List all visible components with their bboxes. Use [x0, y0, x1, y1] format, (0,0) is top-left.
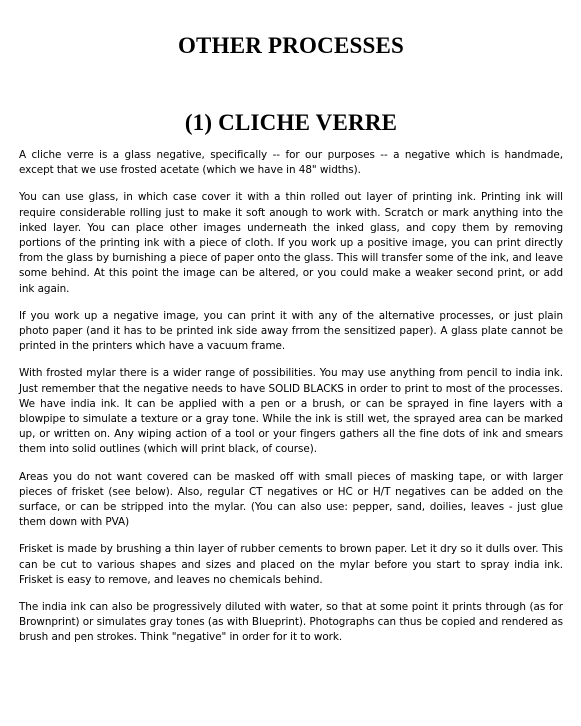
body-text [19, 148, 563, 646]
paragraph-masking: Areas you do not want covered can be masked off with small pieces of masking tape, or with larger pieces of frisket (see below). Also, regular CT negatives or HC or H/T negatives can be added on the surface, or can be stripped into the mylar. (You can also use: pepper, sand, doilies, leaves - just glue them down with PVA) [19, 470, 563, 529]
page-title: OTHER PROCESSES [177, 33, 405, 58]
paragraph-intro: A cliche verre is a glass negative, specifically -- for our purposes -- a negative which is handmade, except that we use frosted acetate (which we have in 48" widths). [19, 149, 563, 177]
paragraph-frisket: Frisket is made by brushing a thin layer of rubber cements to brown paper. Let it dry so it dulls over. This can be cut to various shapes and sizes and placed on the mylar before you start to spray india ink. Frisket is easy to remove, and leaves no chemicals behind. [19, 543, 563, 586]
paragraph-negative-image: If you work up a negative image, you can print it with any of the alternative processes, or just plain photo paper (and it has to be printed ink side away frrom the sensitized paper). A glass plate cannot be printed in the printers which have a vacuum frame. [19, 309, 563, 353]
paragraph-frosted-mylar: With frosted mylar there is a wider range of possibilities. You may use anything from pencil to india ink. Just remember that the negative needs to have SOLID BLACKS in order to print to most of the processes. We have india ink. It can be applied with a pen or a brush, or can be sprayed in fine layers with a blowpipe to simulate a texture or a gray tone. While the ink is still wet, the sprayed area can be marked up, or written on. Any wiping action of a tool or your fingers gathers all the fine dots of ink and smears them into solid outlines (which will print black, of course). [19, 367, 563, 456]
paragraph-glass: You can use glass, in which case cover it with a thin rolled out layer of printing ink. Printing ink will require considerable rolling just to make it soft anough to work with. Scratch or mark anything into the inked layer. You can place other images underneath the inked glass, and copy them by removing portions of the printing ink with a piece of cloth. If you work up a positive image, you can print directly from the glass by burnishing a piece of paper onto the glass. This will transfer some of the ink, and leave some behind. At this point the image can be altered, or you could make a weaker second print, or add ink again. [19, 191, 563, 295]
section-title: (1) CLICHE VERRE [184, 110, 398, 135]
paragraph-india-ink: The india ink can also be progressively diluted with water, so that at some point it prints through (as for Brownprint) or simulates gray tones (as with Blueprint). Photographs can thus be copied and rendered as brush and pen strokes. Think "negative" in order for it to work. [19, 601, 563, 644]
